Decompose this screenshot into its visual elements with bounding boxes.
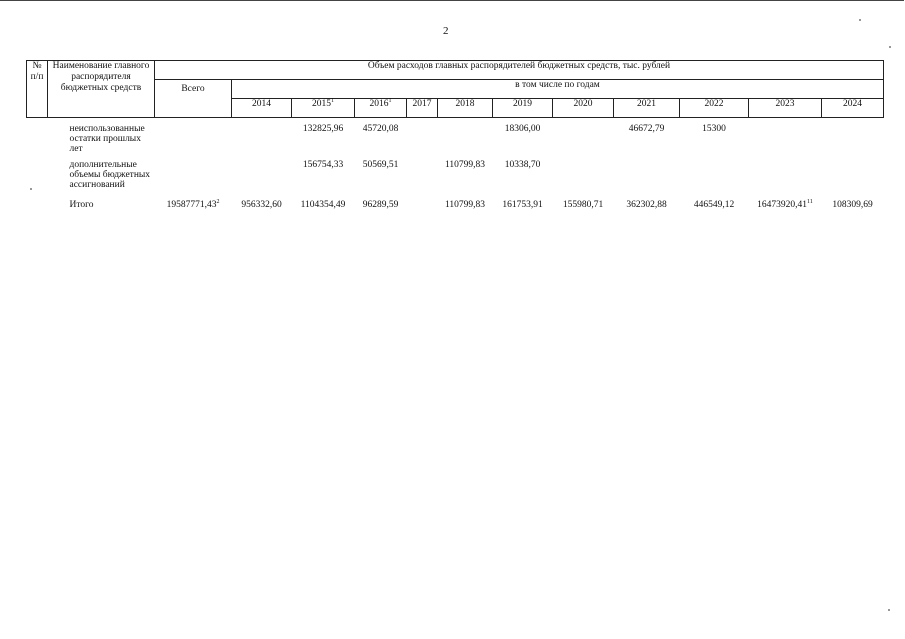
row-total: 19587771,43$^2$ <box>166 198 220 210</box>
header-name: Наименование главного распорядителя бюджетных средств <box>48 61 155 118</box>
header-year-2020: 2020 <box>553 99 614 118</box>
row-value-2023 <box>749 154 822 194</box>
row-value-2017 <box>407 154 438 194</box>
row-value-2021: 362302,88 <box>626 200 667 210</box>
scan-speck <box>30 188 32 190</box>
row-value-2021: 46672,79 <box>628 124 665 134</box>
row-value-2022: 15300 <box>702 124 726 134</box>
header-by-years: в том числе по годам <box>232 80 884 99</box>
header-year-2023: 2023 <box>749 99 822 118</box>
row-value-2014 <box>232 154 292 194</box>
row-total <box>155 154 232 194</box>
row-value-2024 <box>822 118 884 155</box>
row-value-2018: 110799,83 <box>444 200 486 210</box>
header-year-2022: 2022 <box>680 99 749 118</box>
row-value-2017 <box>407 194 438 214</box>
row-value-2015: 156754,33 <box>302 160 344 170</box>
budget-table <box>26 60 884 214</box>
table-body <box>27 118 884 215</box>
row-total <box>155 118 232 155</box>
row-value-2023 <box>749 118 822 155</box>
row-value-2024 <box>822 154 884 194</box>
footnote-marker: 2 <box>216 198 220 205</box>
row-value-2020: 155980,71 <box>562 200 604 210</box>
header-year-2016: 2016$^1$ <box>355 99 407 118</box>
header-year-2024: 2024 <box>822 99 884 118</box>
header-year-2019: 2019 <box>493 99 553 118</box>
row-name: Итого <box>69 200 94 210</box>
row-value-2015: 1104354,49 <box>300 200 346 210</box>
row-value-2014: 956332,60 <box>241 200 282 210</box>
scan-speck <box>859 19 861 21</box>
row-value-2017 <box>407 118 438 155</box>
scan-speck <box>888 609 890 611</box>
row-value-2018: 110799,83 <box>444 160 486 170</box>
footnote-marker: 1 <box>331 97 334 104</box>
header-num: № п/п <box>27 61 48 118</box>
header-year-2017: 2017 <box>407 99 438 118</box>
row-name: неиспользованные остатки прошлых лет <box>69 124 145 154</box>
header-year-2014: 2014 <box>232 99 292 118</box>
row-value-2019: 10338,70 <box>504 160 541 170</box>
row-value-2014 <box>232 118 292 155</box>
row-value-2021 <box>614 154 680 194</box>
row-value-2016: 45720,08 <box>362 124 399 134</box>
row-value-2019: 18306,00 <box>504 124 541 134</box>
footnote-marker: 1 <box>388 97 392 104</box>
footnote-marker: 11 <box>807 198 813 205</box>
row-value-2020 <box>553 154 614 194</box>
header-year-2021: 2021 <box>614 99 680 118</box>
row-value-2022 <box>680 154 749 194</box>
header-year-2018: 2018 <box>438 99 493 118</box>
row-num <box>27 194 48 214</box>
header-year-2015: 2015$^1$ <box>292 99 355 118</box>
row-num <box>27 118 48 155</box>
table-row <box>27 154 884 194</box>
row-value-2015: 132825,96 <box>302 124 344 134</box>
scan-top-border <box>0 0 904 6</box>
row-value-2023: 16473920,41$^{11}$ <box>757 198 813 210</box>
row-name: дополнительные объемы бюджетных ассигнований <box>69 160 151 190</box>
row-value-2020 <box>553 118 614 155</box>
table-row <box>27 118 884 155</box>
row-value-2024: 108309,69 <box>832 200 873 210</box>
row-value-2016: 50569,51 <box>362 160 399 170</box>
header-total: Всего <box>155 80 232 118</box>
table-row <box>27 194 884 214</box>
header-volume: Объем расходов главных распорядителей бюджетных средств, тыс. рублей <box>155 61 884 80</box>
row-value-2016: 96289,59 <box>362 200 399 210</box>
row-value-2022: 446549,12 <box>693 200 735 210</box>
page-number: 2 <box>443 25 449 37</box>
scan-speck <box>889 46 891 48</box>
row-value-2019: 161753,91 <box>502 200 543 210</box>
row-value-2018 <box>438 118 493 155</box>
